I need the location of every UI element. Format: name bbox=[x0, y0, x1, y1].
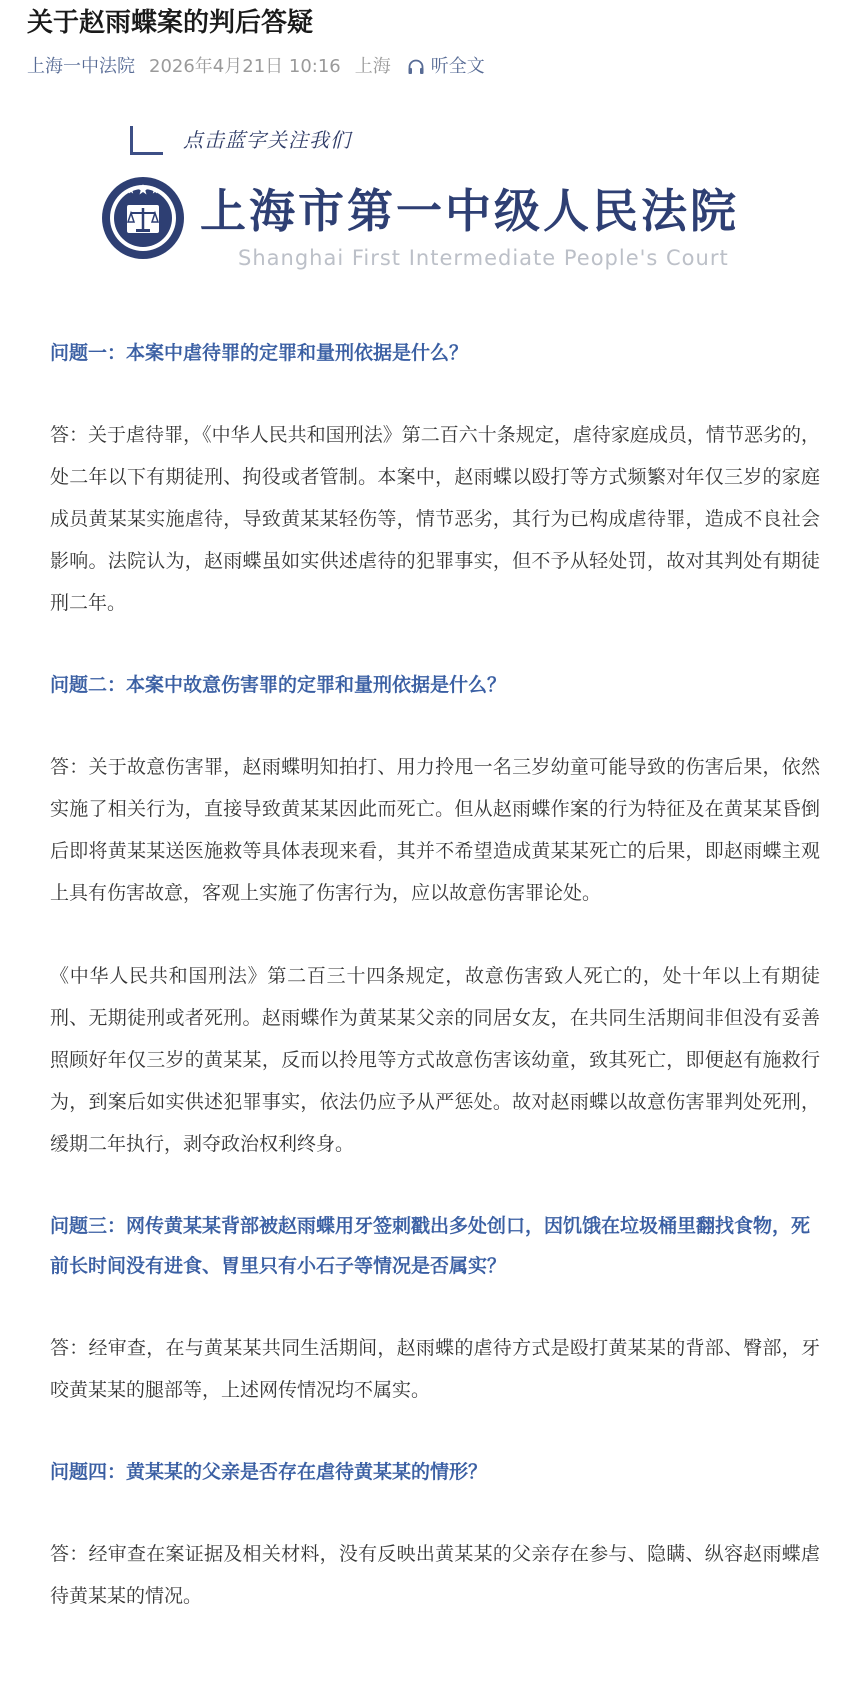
court-emblem-icon bbox=[100, 175, 186, 261]
question-4: 问题四：黄某某的父亲是否存在虐待黄某某的情形？ bbox=[50, 1461, 488, 1483]
question-3: 问题三：网传黄某某背部被赵雨蝶用牙签刺戳出多处创口，因饥饿在垃圾桶里翻找食物，死前长时间没有进食、胃里只有小石子等情况是否属实？ bbox=[50, 1215, 811, 1277]
answer-1: 答：关于虐待罪，《中华人民共和国刑法》第二百六十条规定，虐待家庭成员，情节恶劣的，处二年以下有期徒刑、拘役或者管制。本案中，赵雨蝶以殴打等方式频繁对年仅三岁的家庭成员黄某某实施虐待，导致黄某某轻伤等，情节恶劣，其行为已构成虐待罪，造成不良社会影响。法院认为，赵雨蝶虽如实供述虐待的犯罪事实，但不予从轻处罚，故对其判处有期徒刑二年。 bbox=[50, 424, 820, 614]
court-banner bbox=[100, 115, 800, 305]
follow-prompt[interactable] bbox=[130, 115, 351, 155]
article-meta bbox=[27, 53, 485, 81]
listen-label: 听全文 bbox=[430, 56, 485, 77]
corner-bracket-icon bbox=[130, 126, 163, 155]
listen-button[interactable] bbox=[407, 53, 485, 81]
answer-4: 答：经审查在案证据及相关材料，没有反映出黄某某的父亲存在参与、隐瞒、纵容赵雨蝶虐待黄某某的情况。 bbox=[50, 1543, 820, 1607]
answer-2-continued: 《中华人民共和国刑法》第二百三十四条规定，故意伤害致人死亡的，处十年以上有期徒刑、无期徒刑或者死刑。赵雨蝶作为黄某某父亲的同居女友，在共同生活期间非但没有妥善照顾好年仅三岁的黄某某，反而以拎甩等方式故意伤害该幼童，致其死亡，即便赵有施救行为，到案后如实供述犯罪事实，依法仍应予从严惩处。故对赵雨蝶以故意伤害罪判处死刑，缓期二年执行，剥夺政治权利终身。 bbox=[50, 965, 820, 1155]
article-body bbox=[50, 333, 820, 1658]
publish-location: 上海 bbox=[354, 56, 391, 77]
court-name-en: Shanghai First Intermediate People's Court bbox=[238, 246, 729, 270]
answer-2: 答：关于故意伤害罪，赵雨蝶明知拍打、用力拎甩一名三岁幼童可能导致的伤害后果，依然实施了相关行为，直接导致黄某某因此而死亡。但从赵雨蝶作案的行为特征及在黄某某昏倒后即将黄某某送医施救等具体表现来看，其并不希望造成黄某某死亡的后果，即赵雨蝶主观上具有伤害故意，客观上实施了伤害行为，应以故意伤害罪论处。 bbox=[50, 756, 820, 904]
court-name-cn: 上海市第一中级人民法院 bbox=[200, 184, 739, 238]
publish-datetime: 2026年4月21日 10:16 bbox=[149, 56, 341, 77]
answer-3: 答：经审查，在与黄某某共同生活期间，赵雨蝶的虐待方式是殴打黄某某的背部、臀部，牙咬黄某某的腿部等，上述网传情况均不属实。 bbox=[50, 1337, 820, 1401]
question-1: 问题一：本案中虐待罪的定罪和量刑依据是什么？ bbox=[50, 342, 469, 364]
article-title: 关于赵雨蝶案的判后答疑 bbox=[27, 8, 314, 38]
account-name-link[interactable]: 上海一中法院 bbox=[27, 56, 135, 77]
headphones-icon bbox=[407, 58, 425, 76]
question-2: 问题二：本案中故意伤害罪的定罪和量刑依据是什么？ bbox=[50, 674, 507, 696]
follow-text: 点击蓝字关注我们 bbox=[183, 128, 351, 152]
